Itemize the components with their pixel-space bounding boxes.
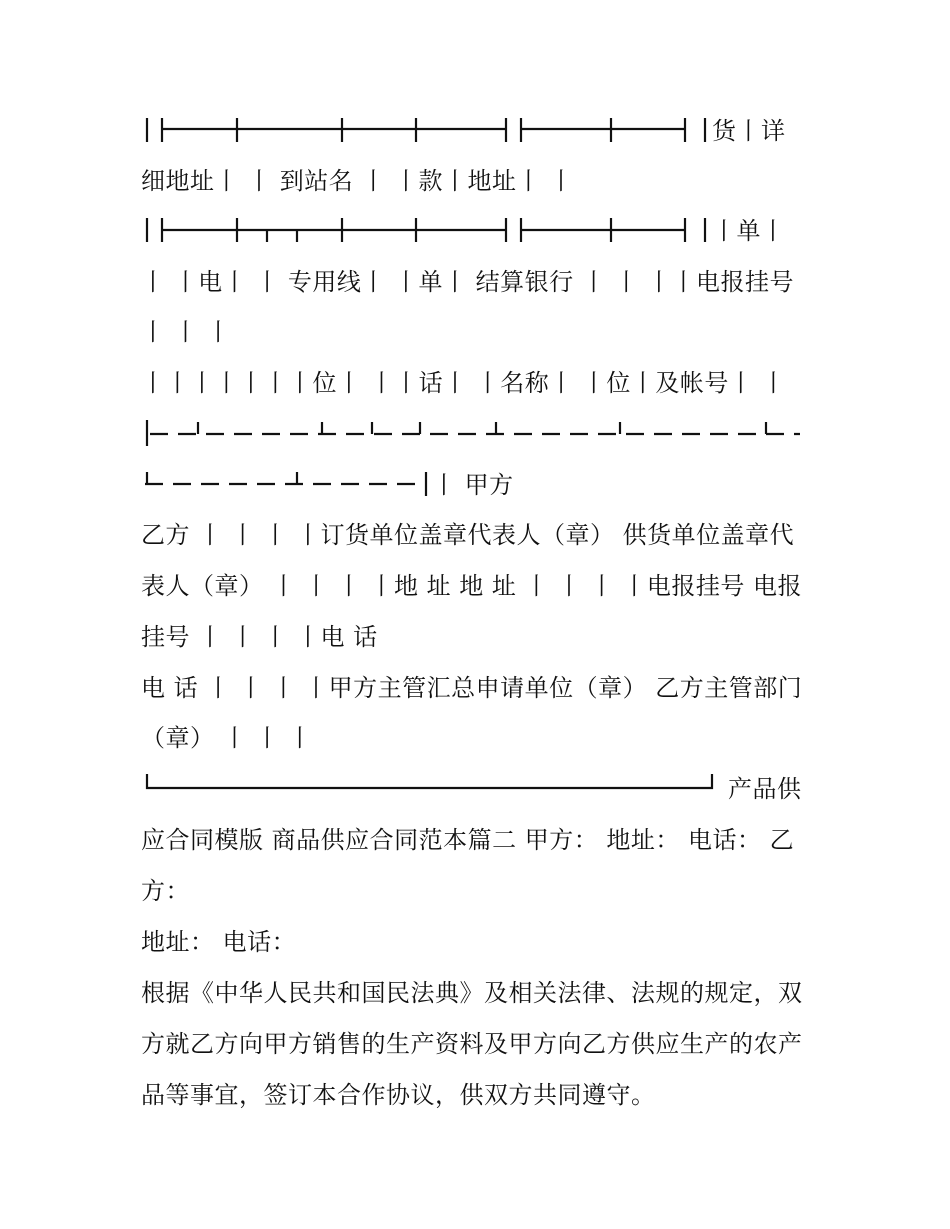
table-rule-bottom [147,774,712,788]
text-line-8: 乙方 丨 丨 丨 丨订货单位盖章代表人（章） 供货单位盖章代 [141,521,795,549]
text-line-6: 丨丨丨丨丨丨丨位丨 丨丨话丨 丨名称丨 丨位丨及帐号丨 丨 [141,369,787,397]
text-line-12: （章） 丨 丨 丨 [141,724,313,752]
text-line-3: 丨单丨 [712,217,786,245]
text-line-10: 挂号 丨 丨 丨 丨电 话 [141,623,378,651]
table-rule-dashed-2 [145,472,426,496]
text-line-13: 产品供 [728,775,802,803]
table-rule-row-2 [147,218,705,242]
text-line-14: 应合同模版 商品供应合同范本篇二 甲方： 地址： 电话： 乙 [141,826,795,854]
text-line-7: 丨 甲方 [432,471,514,499]
text-line-17: 根据《中华人民共和国民法典》及相关法律、法规的规定，双 [141,979,803,1007]
text-line-18: 方就乙方向甲方销售的生产资料及甲方向乙方供应生产的农产 [141,1030,803,1058]
text-line-1: 货丨详 [712,117,786,145]
text-line-16: 地址： 电话： [141,928,297,956]
text-line-15: 方： [141,877,190,905]
text-line-2: 细地址丨 丨 到站名 丨 丨款丨地址丨 丨 [141,167,574,195]
text-line-11: 电 话 丨 丨 丨 丨甲方主管汇总申请单位（章） 乙方主管部门 [141,674,803,702]
text-line-9: 表人（章） 丨 丨 丨 丨地 址 地 址 丨 丨 丨 丨电报挂号 电报 [141,572,803,600]
text-line-5: 丨 丨 丨 [141,318,231,346]
table-rule-row-1 [147,118,705,142]
text-line-19: 品等事宜，签订本合作协议，供双方共同遵守。 [141,1081,656,1109]
text-line-4: 丨 丨电丨 丨 专用线丨 丨单丨 结算银行 丨 丨 丨丨电报挂号 [141,268,795,296]
table-rule-dashed-1 [147,420,800,446]
